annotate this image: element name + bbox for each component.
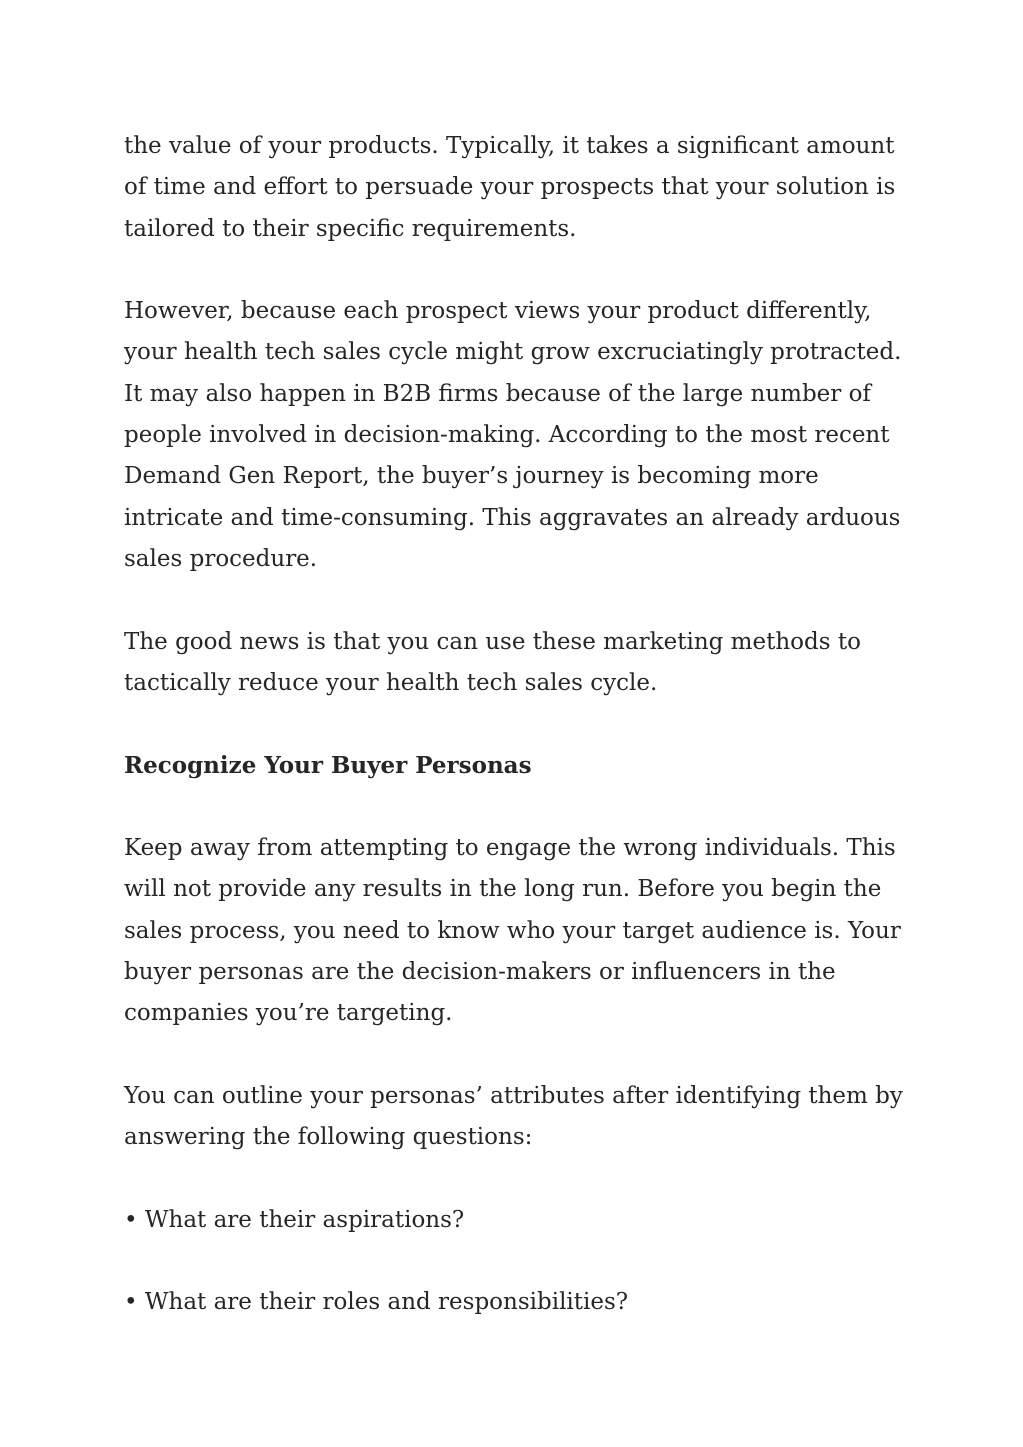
section-heading-buyer-personas: Recognize Your Buyer Personas (124, 752, 532, 780)
paragraph-sales-cycle-protracted: However, because each prospect views your product differently, your health tech sales cycle might grow excruciatingly protracted. It may also happen in B2B firms because of the large number of people involved in decision-making. According to the most recent Demand Gen Report, the buyer’s journey is becoming more intricate and time-consuming. This aggravates an already arduous sales procedure. (124, 298, 902, 572)
bullet-item-aspirations: • What are their aspirations? (124, 1206, 465, 1233)
paragraph-persona-attributes: You can outline your personas’ attributes after identifying them by answering the following questions: (124, 1082, 903, 1151)
paragraph-value-of-products: the value of your products. Typically, it takes a significant amount of time and effort to persuade your prospects that your solution is tailored to their specific requirements. (124, 133, 896, 242)
document-page (124, 126, 924, 1365)
paragraph-target-audience: Keep away from attempting to engage the wrong individuals. This will not provide any results in the long run. Before you begin the sales process, you need to know who your target audience is. Your buyer personas are the decision-makers or influencers in the companies you’re targeting. (124, 835, 901, 1027)
paragraph-good-news: The good news is that you can use these marketing methods to tactically reduce your health tech sales cycle. (124, 628, 861, 696)
bullet-item-roles: • What are their roles and responsibilities? (124, 1289, 629, 1316)
